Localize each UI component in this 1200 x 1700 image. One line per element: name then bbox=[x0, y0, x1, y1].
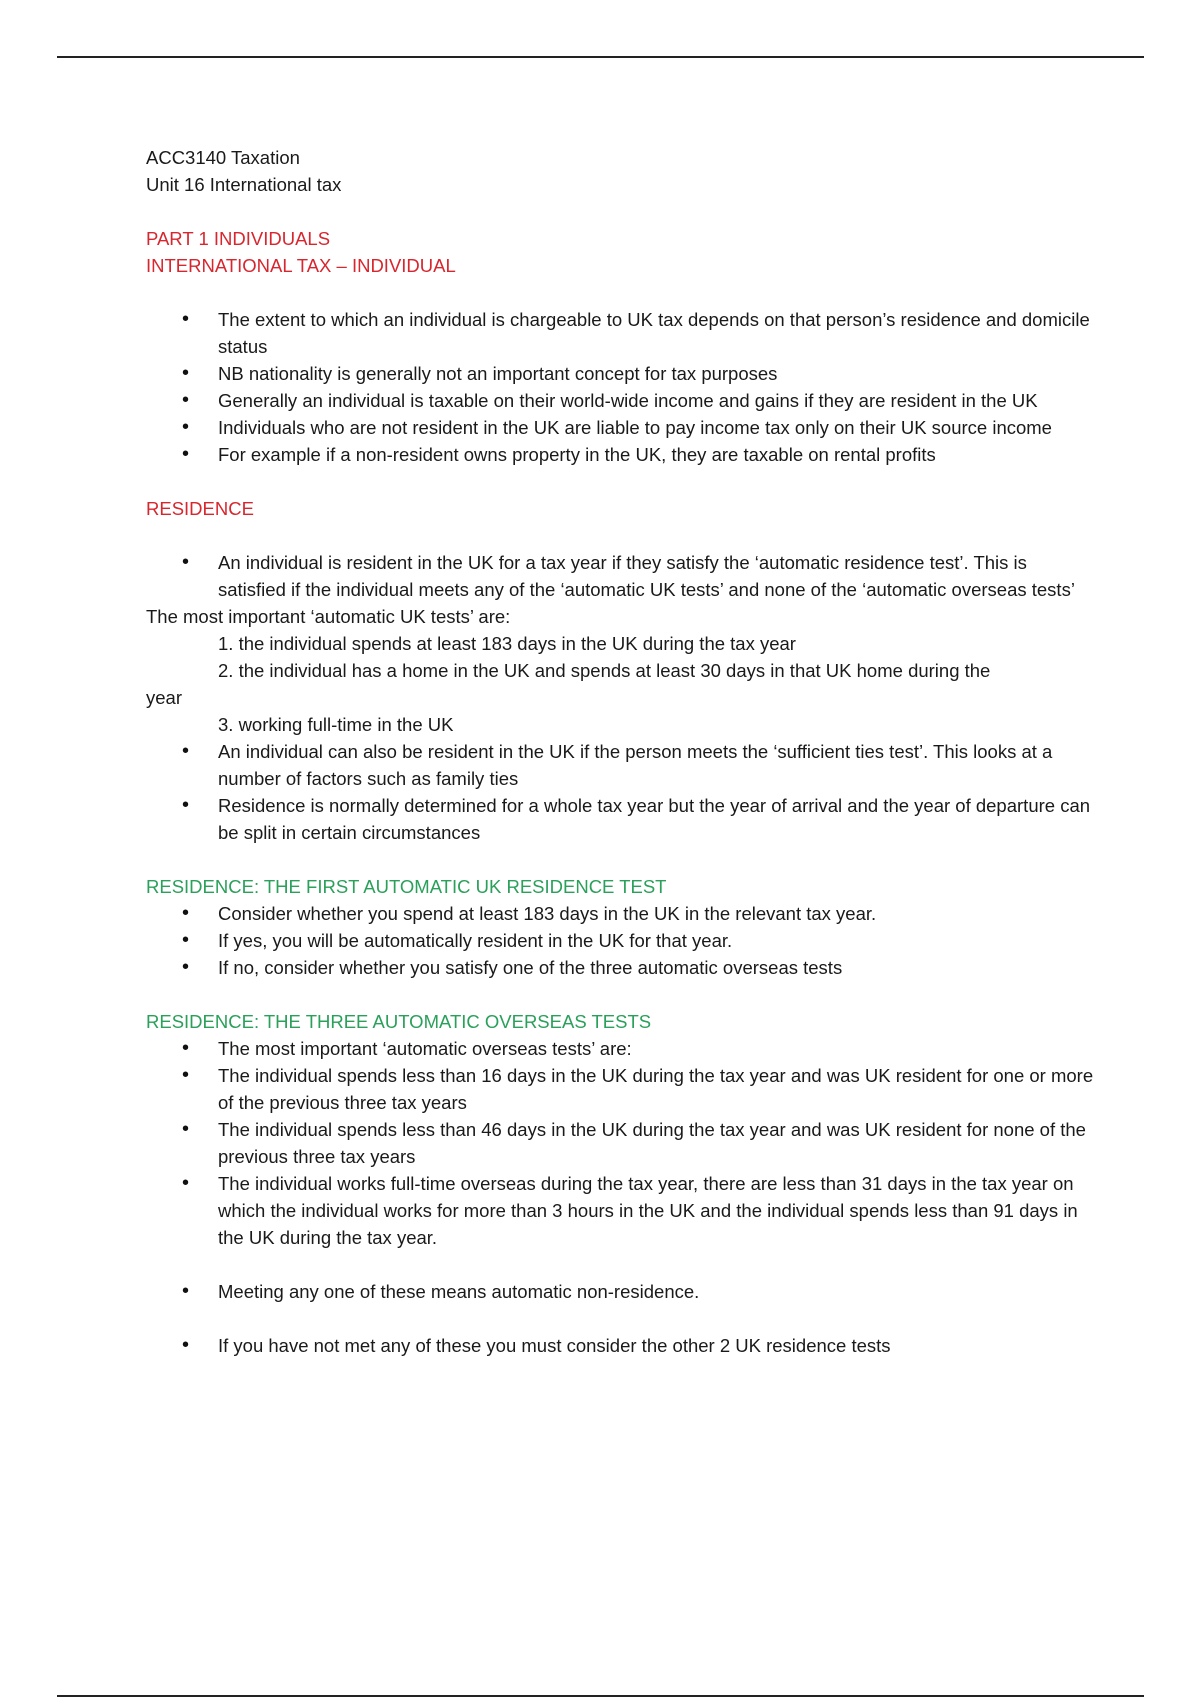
uk-test-2-wrap: year bbox=[146, 687, 182, 708]
unit-title: Unit 16 International tax bbox=[146, 174, 342, 195]
list-item: • Residence is normally determined for a whole tax year but the year of arrival and the year of departure can be split in certain circumstances bbox=[146, 792, 1096, 846]
uk-test-3: 3. working full-time in the UK bbox=[218, 714, 454, 735]
overseas-meeting-list bbox=[146, 1278, 1096, 1305]
uk-test-2: 2. the individual has a home in the UK and spends at least 30 days in that UK home during the bbox=[218, 660, 991, 681]
list-item: • The most important ‘automatic overseas tests’ are: bbox=[146, 1035, 1096, 1062]
residence-bullet-list bbox=[146, 549, 1096, 603]
list-item: • Consider whether you spend at least 183 days in the UK in the relevant tax year. bbox=[146, 900, 1096, 927]
list-item: • If no, consider whether you satisfy one of the three automatic overseas tests bbox=[146, 954, 1096, 981]
course-title: ACC3140 Taxation bbox=[146, 147, 300, 168]
residence-heading: RESIDENCE bbox=[146, 498, 254, 519]
overseas-final-list bbox=[146, 1332, 1096, 1359]
first-test-heading: RESIDENCE: THE FIRST AUTOMATIC UK RESIDENCE TEST bbox=[146, 876, 667, 897]
part1-subheading: INTERNATIONAL TAX – INDIVIDUAL bbox=[146, 255, 456, 276]
part1-bullet-list bbox=[146, 306, 1096, 468]
list-item: • The individual spends less than 46 days in the UK during the tax year and was UK resident for none of the previous three tax years bbox=[146, 1116, 1096, 1170]
list-item: • If you have not met any of these you must consider the other 2 UK residence tests bbox=[146, 1332, 1096, 1359]
list-item: • Generally an individual is taxable on their world-wide income and gains if they are resident in the UK bbox=[146, 387, 1096, 414]
list-item: • The individual works full-time overseas during the tax year, there are less than 31 days in the tax year on which the individual works for more than 3 hours in the UK and the individual spends less than 91 days in the UK during the tax year. bbox=[146, 1170, 1096, 1251]
list-item: • The extent to which an individual is chargeable to UK tax depends on that person’s residence and domicile status bbox=[146, 306, 1096, 360]
first-test-list bbox=[146, 900, 1096, 981]
bottom-rule bbox=[57, 1695, 1144, 1697]
list-item: • The individual spends less than 16 days in the UK during the tax year and was UK resident for one or more of the previous three tax years bbox=[146, 1062, 1096, 1116]
overseas-tests-heading: RESIDENCE: THE THREE AUTOMATIC OVERSEAS TESTS bbox=[146, 1011, 652, 1032]
overseas-tests-list bbox=[146, 1035, 1096, 1251]
list-item: • If yes, you will be automatically resident in the UK for that year. bbox=[146, 927, 1096, 954]
list-item: • Meeting any one of these means automatic non-residence. bbox=[146, 1278, 1096, 1305]
document-body bbox=[146, 144, 1096, 1359]
list-item: • For example if a non-resident owns property in the UK, they are taxable on rental profits bbox=[146, 441, 1096, 468]
list-item: • An individual can also be resident in the UK if the person meets the ‘sufficient ties test’. This looks at a number of factors such as family ties bbox=[146, 738, 1096, 792]
residence-followup-list bbox=[146, 738, 1096, 846]
list-item: • NB nationality is generally not an important concept for tax purposes bbox=[146, 360, 1096, 387]
tests-intro: The most important ‘automatic UK tests’ are: bbox=[146, 606, 511, 627]
part1-heading: PART 1 INDIVIDUALS bbox=[146, 228, 331, 249]
list-item: • An individual is resident in the UK for a tax year if they satisfy the ‘automatic residence test’. This is satisfied if the individual meets any of the ‘automatic UK tests’ and none of the ‘automatic overseas tests’ bbox=[146, 549, 1096, 603]
top-rule bbox=[57, 56, 1144, 58]
uk-test-1: 1. the individual spends at least 183 days in the UK during the tax year bbox=[218, 633, 796, 654]
list-item: • Individuals who are not resident in the UK are liable to pay income tax only on their UK source income bbox=[146, 414, 1096, 441]
